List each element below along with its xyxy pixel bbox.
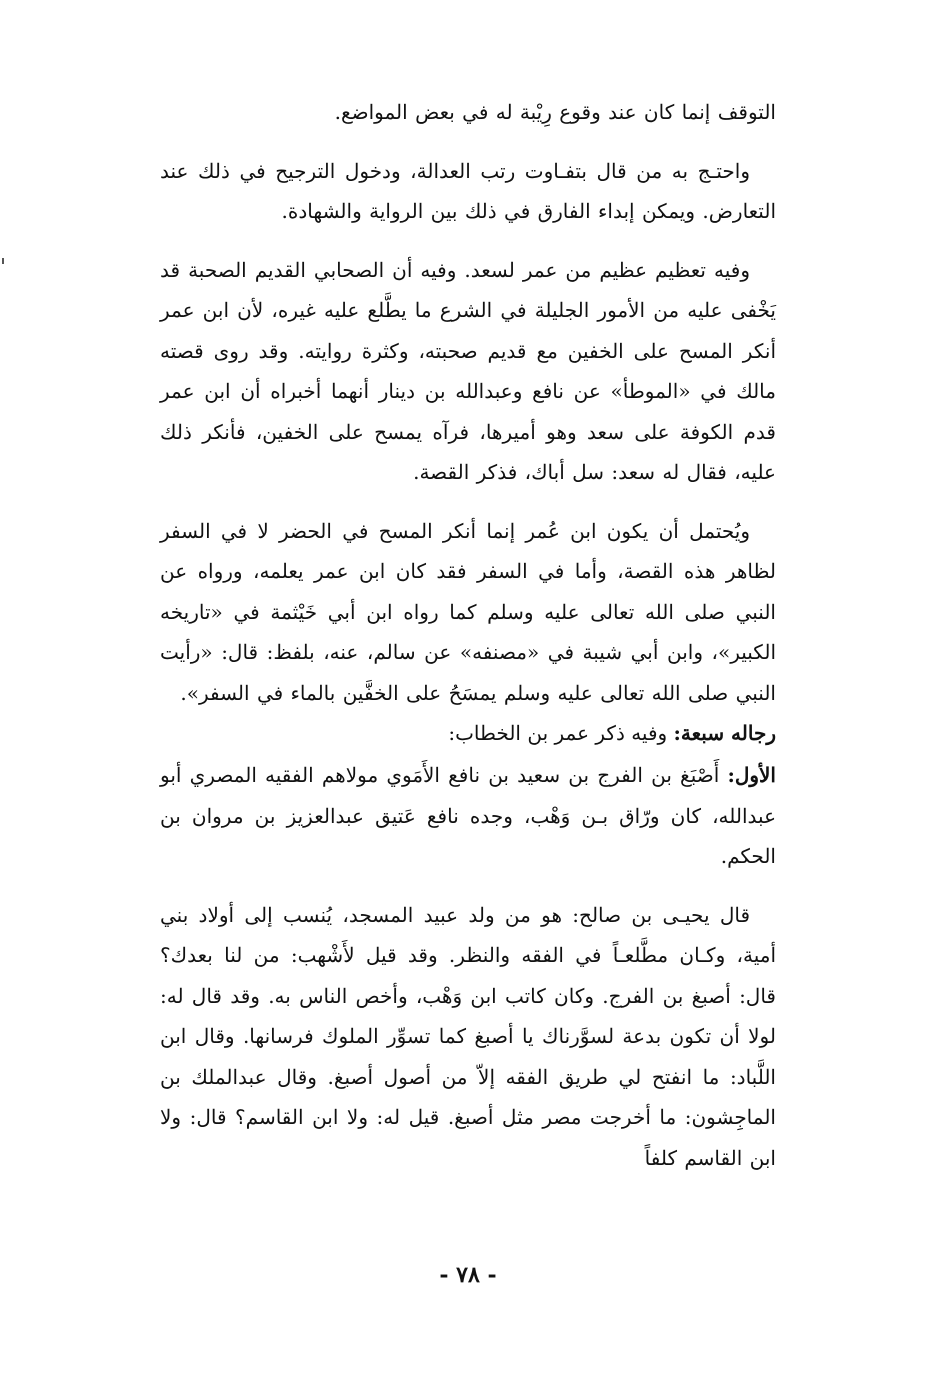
section-heading xyxy=(160,713,776,753)
first-narrator-text: أَصْبَغ بن الفرج بن سعيد بن نافع الأَمَوي مولاهم الفقيه المصري أبو عبدالله، كان ورّاق بـن وَهْب، وجده نافع عَتيق عبدالعزيز بن مروان بن الحكم. xyxy=(160,763,776,868)
paragraph-continuation: التوقف إنما كان عند وقوع رِيْبة له في بعض المواضع. xyxy=(334,100,776,124)
paragraph-probability: ويُحتمل أن يكون ابن عُمر إنما أنكر المسح في الحضر لا في السفر لظاهر هذه القصة، وأما في السفر فقد كان ابن عمر يعلمه، ورواه عن النبي صلى الله تعالى عليه وسلم كما رواه ابن أبي خَيْثمة في «تاريخه الكبير»، وابن أبي شيبة في «مصنفه» عن سالم، عنه، بلفظ: قال: «رأيت النبي صلى الله تعالى عليه وسلم يمسَحُ على الخفَّين بالماء في السفر». xyxy=(160,518,776,705)
paragraph-glorification: وفيه تعظيم عظيم من عمر لسعد. وفيه أن الصحابي القديم الصحبة قد يَخْفى عليه من الأمور الجليلة في الشرع ما يطَّلع عليه غيره، لأن ابن عمر أنكر المسح على الخفين مع قديم صحبته، وكثرة روايته. وقد روى قصته مالك في «الموطأ» عن نافع وعبدالله بن دينار أنهما أخبراه أن ابن عمر قدم الكوفة على سعد وهو أميرها، فرآه يمسح على الخفين، فأنكر ذلك عليه، فقال له سعد: سل أباك، فذكر القصة. xyxy=(160,257,776,484)
paragraph-first-narrator xyxy=(160,755,776,877)
section-heading-bold: رجاله سبعة: xyxy=(673,721,776,745)
first-narrator-label: الأول: xyxy=(727,763,776,787)
page-number: - ٧٨ - xyxy=(439,1262,497,1288)
document-page xyxy=(160,92,776,1178)
page-edge-mark xyxy=(2,258,4,264)
paragraph-yahya-quote: قال يحيـى بن صالح: هو من ولد عبيد المسجد، يُنسب إلى أولاد بني أمية، وكـان مطَّلعـاً في الفقه والنظر. وقد قيل لأَشْهب: من لنا بعدك؟ قال: أصبغ بن الفرج. وكان كاتب ابن وَهْب، وأخص الناس به. وقد قال له: لولا أن تكون بدعة لسوَّرناك يا أصبغ كما تسوِّر الملوك فرسانها. وقال ابن اللَّباد: ما انفتح لي طريق الفقه إلاّ من أصول أصبغ. وقال عبدالملك بن الماجِشون: ما أخرجت مصر مثل أصبغ. قيل له: ولا ابن القاسم؟ قال: ولا ابن القاسم كلفاً xyxy=(160,902,776,1170)
section-heading-rest: وفيه ذكر عمر بن الخطاب: xyxy=(448,721,674,745)
paragraph-argument: واحتـج به من قال بتفـاوت رتب العدالة، ودخول الترجيح في ذلك عند التعارض. ويمكن إبداء الفارق في ذلك بين الرواية والشهادة. xyxy=(160,158,776,223)
